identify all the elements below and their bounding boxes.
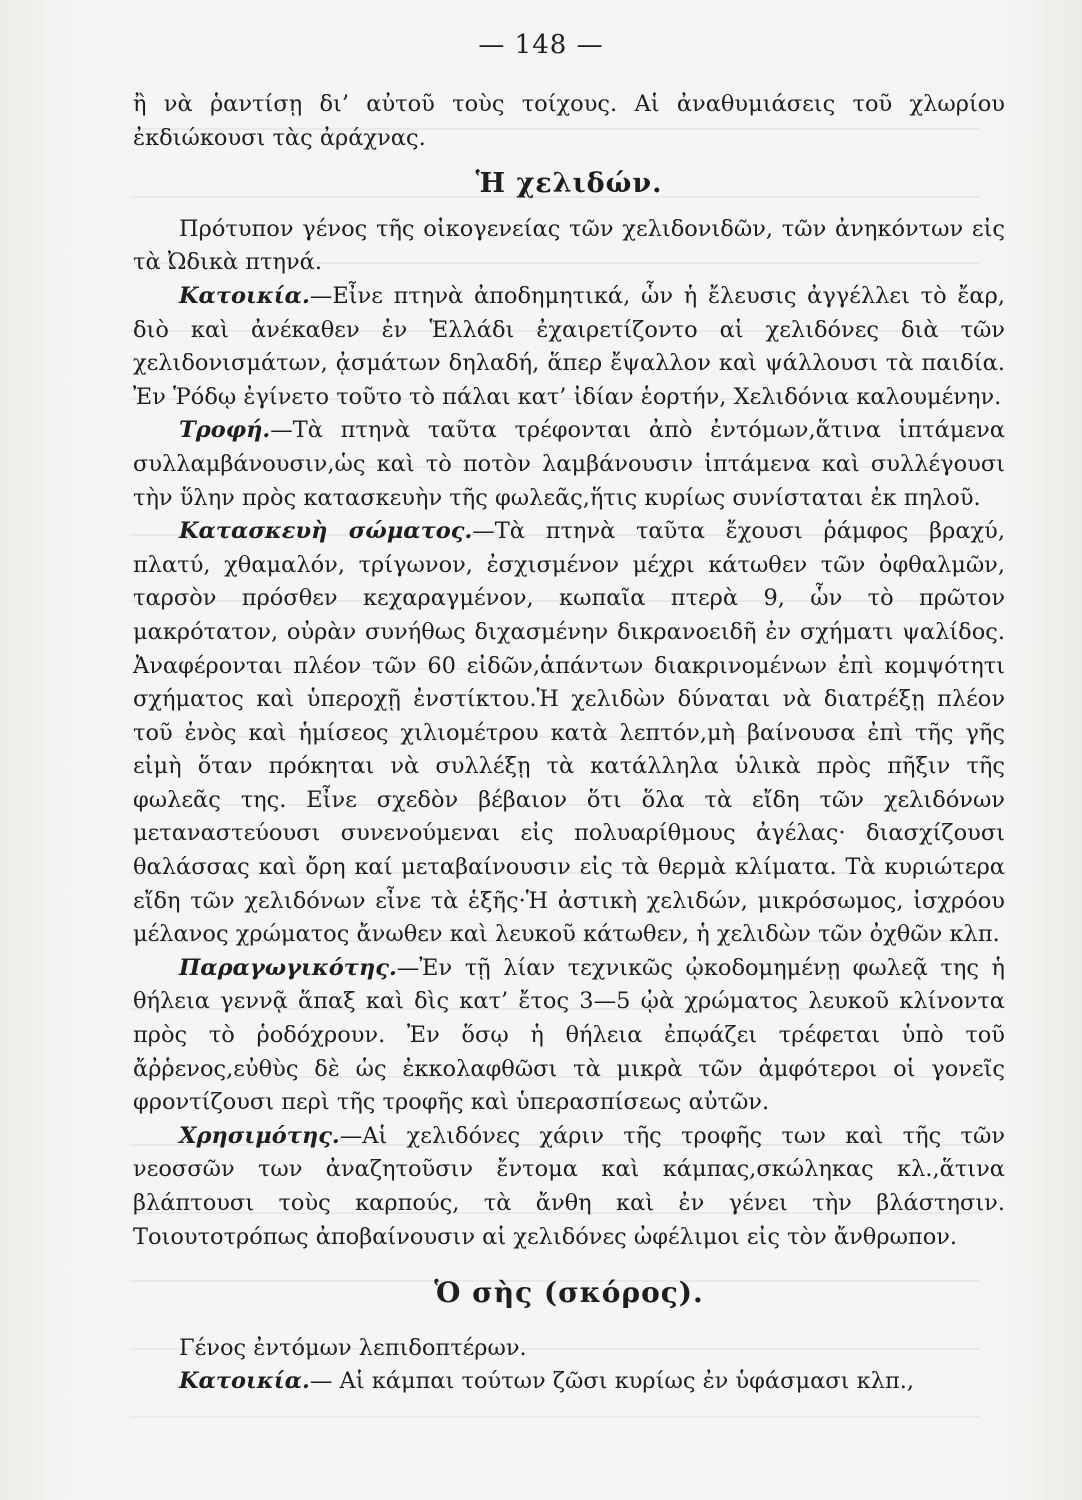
swallow-heading: Ἡ χελιδών. [475, 168, 663, 200]
swallow-habitat-text: —Εἶνε πτηνὰ ἀποδημητικά, ὧν ἡ ἔλευσις ἀγγέλλει τὸ ἔαρ, διὸ καὶ ἀνέκαθεν ἐν Ἑλλάδι ἐχαιρετίζοντο αἱ χελιδόνες διὰ τῶν χελιδονισμάτων, ᾀσμάτων δηλαδή, ἅπερ ἔψαλλον καὶ ψάλλουσι τὰ παιδία. Ἐν Ῥόδῳ ἐγίνετο τοῦτο τὸ πάλαι κατ’ ἰδίαν ἑορτήν, Χελιδόνια καλουμένην. [133, 282, 1005, 410]
intro-paragraph: ἢ νὰ ῥαντίσῃ δι’ αὐτοῦ τοὺς τοίχους. Αἱ ἀναθυμιάσεις τοῦ χλωρίου ἐκδιώκουσι τὰς ἀράχνας. [133, 91, 1005, 151]
swallow-food-term: Τροφή. [179, 417, 271, 444]
moth-habitat-paragraph [133, 1365, 1005, 1399]
moth-heading: Ὁ σὴς (σκόρος). [434, 1276, 704, 1310]
swallow-intro: Πρότυπον γένος τῆς οἰκογενείας τῶν χελιδονιδῶν, τῶν ἀνηκόντων εἰς τὰ Ὠδικὰ πτηνά. [133, 215, 1005, 276]
swallow-body-text: —Τὰ πτηνὰ ταῦτα ἔχουσι ῥάμφος βραχύ, πλατύ, χθαμαλόν, τρίγωνον, ἐσχισμένον μέχρι κάτωθεν τῶν ὀφθαλμῶν, ταρσὸν πρόσθεν κεχαραγμένον, κωπαῖα πτερὰ 9, ὧν τὸ πρῶτον μακρότατον, οὐρὰν συνήθως διχασμένην δικρανοειδῆ ἐν σχήματι ψαλίδος. Ἀναφέρονται πλέον τῶν 60 εἰδῶν,ἁπάντων διακρινομένων ἐπὶ κομψότητι σχήματος καὶ ὑπεροχῇ ἐνστίκτου.Ἡ χελιδὼν δύναται νὰ διατρέξῃ πλέον τοῦ ἑνὸς καὶ ἡμίσεος χιλιομέτρου κατὰ λεπτόν,μὴ βαίνουσα ἐπὶ τῆς γῆς εἰμὴ ὅταν πρόκηται νὰ συλλέξῃ τὰ κατάλληλα ὑλικὰ πρὸς πῆξιν τῆς φωλεᾶς της. Εἶνε σχεδὸν βέβαιον ὅτι ὅλα τὰ εἴδη τῶν χελιδόνων μεταναστεύουσι συνενούμεναι εἰς πολυαρίθμους ἀγέλας· διασχίζουσι θαλάσσας καὶ ὄρη καί μεταβαίνουσιν εἰς τὰ θερμὰ κλίματα. Τὰ κυριώτερα εἴδη τῶν χελιδόνων εἶνε τὰ ἑξῆς·Ἡ ἀστικὴ χελιδών, μικρόσωμος, ἰσχρόου μέλανος χρώματος ἄνωθεν καὶ λευκοῦ κάτωθεν, ἡ χελιδὼν τῶν ὀχθῶν κλπ. [133, 518, 1006, 948]
swallow-habitat-paragraph [133, 280, 1005, 414]
swallow-food-text: —Τὰ πτηνὰ ταῦτα τρέφονται ἀπὸ ἐντόμων,ἅτινα ἱπτάμενα συλλαμβάνουσιν,ὡς καὶ τὸ ποτὸν λαμβάνουσιν ἱπτάμενα καὶ συλλέγουσι τὴν ὕλην πρὸς κατασκευὴν τῆς φωλεᾶς,ἥτις κυρίως συνίσταται ἐκ πηλοῦ. [133, 417, 1005, 511]
swallow-usefulness-text: —Αἱ χελιδόνες χάριν τῆς τροφῆς των καὶ τῆς τῶν νεοσσῶν των ἀναζητοῦσιν ἔντομα καὶ κάμπας,σκώληκας κλ.,ἅτινα βλάπτουσι τοὺς καρπούς, τὰ ἄνθη καὶ ἐν γένει τὴν βλάστησιν. Τοιουτοτρόπως ἀποβαίνουσιν αἱ χελιδόνες ὠφέλιμοι εἰς τὸν ἄνθρωπον. [133, 1122, 1005, 1250]
swallow-usefulness-term: Χρησιμότης. [179, 1122, 340, 1149]
swallow-body-paragraph [133, 515, 1005, 952]
swallow-food-paragraph [133, 414, 1005, 515]
page-number: — 148 — [478, 30, 604, 60]
moth-habitat-term: Κατοικία. [179, 1368, 310, 1395]
swallow-body-term: Κατασκευὴ σώματος. [179, 518, 473, 545]
swallow-usefulness-paragraph [133, 1120, 1005, 1254]
swallow-habitat-term: Κατοικία. [179, 282, 310, 309]
page-body [133, 88, 1005, 1399]
swallow-reproduction-term: Παραγωγικότης. [179, 954, 397, 981]
swallow-reproduction-text: —Ἐν τῇ λίαν τεχνικῶς ᾠκοδομημένῃ φωλεᾷ της ἡ θήλεια γεννᾷ ἅπαξ καὶ δὶς κατ’ ἔτος 3—5 ᾠὰ χρώματος λευκοῦ κλίνοντα πρὸς τὸ ῥοδόχρουν. Ἐν ὅσῳ ἡ θήλεια ἐπῳάζει τρέφεται ὑπὸ τοῦ ἄῤῥενος,εὐθὺς δὲ ὡς ἐκκολαφθῶσι τὰ μικρὰ τῶν ἀμφότεροι οἱ γονεῖς φροντίζουσι περὶ τῆς τροφῆς καὶ ὑπερασπίσεως αὐτῶν. [133, 954, 1005, 1116]
moth-intro: Γένος ἐντόμων λεπιδοπτέρων. [179, 1334, 527, 1361]
moth-habitat-text: — Αἱ κάμπαι τούτων ζῶσι κυρίως ἐν ὑφάσμασι κλπ., [309, 1368, 915, 1395]
swallow-reproduction-paragraph [133, 952, 1005, 1120]
